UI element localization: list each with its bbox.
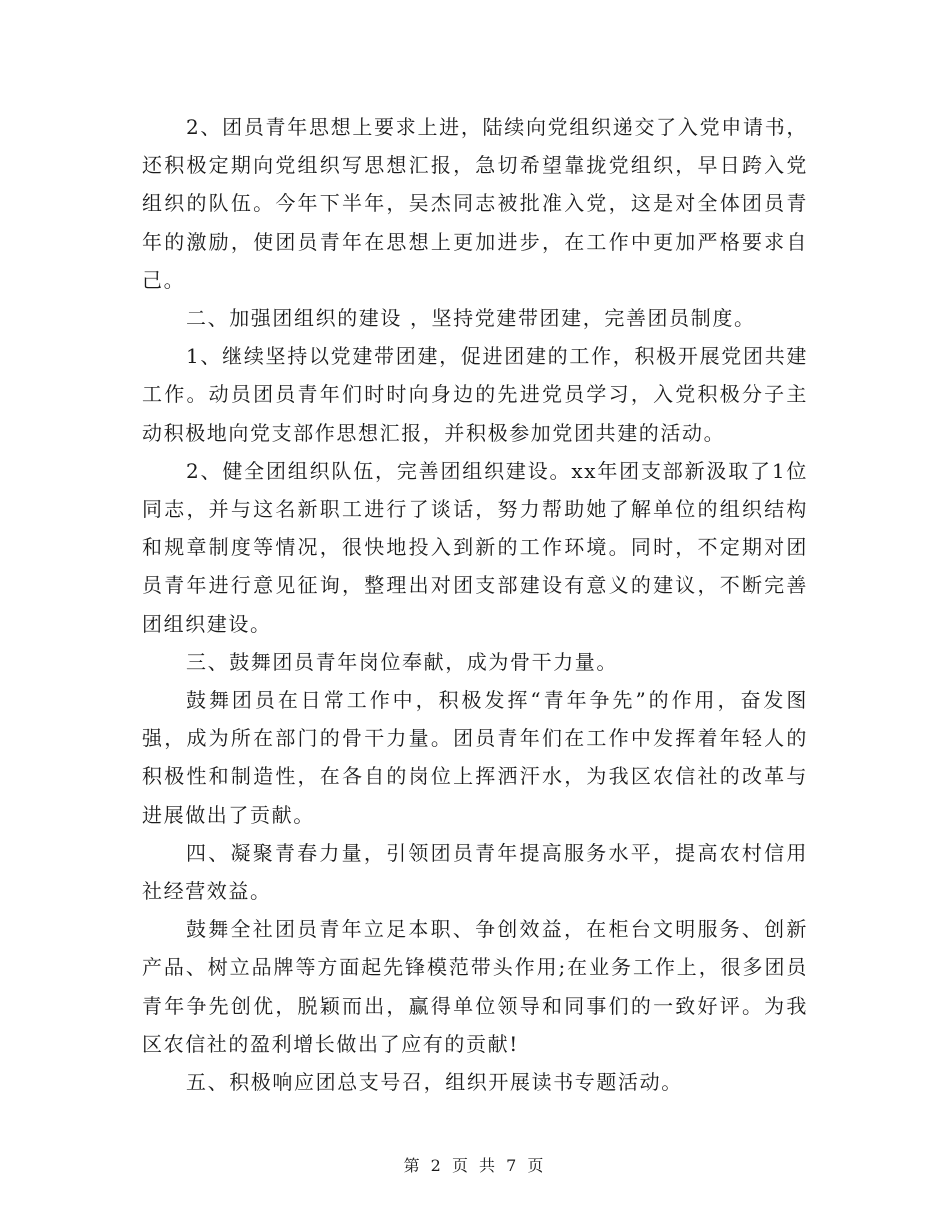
paragraph-8: 鼓舞全社团员青年立足本职、争创效益，在柜台文明服务、创新产品、树立品牌等方面起先锋模范带头作用;在业务工作上，很多团员青年争先创优，脱颖而出，赢得单位领导和同事们的一致好评。为我区农信社的盈利增长做出了应有的贡献!	[142, 917, 808, 1056]
section-heading-9: 五、积极响应团总支号召，组织开展读书专题活动。	[186, 1070, 683, 1095]
section-heading-7: 四、凝聚青春力量，引领团员青年提高服务水平，提高农村信用社经营效益。	[142, 840, 808, 904]
section-heading-2: 二、加强团组织的建设 ，坚持党建带团建，完善团员制度。	[186, 306, 756, 331]
paragraph-1: 2、团员青年思想上要求上进，陆续向党组织递交了入党申请书，还积极定期向党组织写思想汇报，急切希望靠拢党组织，早日跨入党组织的队伍。今年下半年，吴杰同志被批准入党，这是对全体团员青年的激励，使团员青年在思想上更加进步，在工作中更加严格要求自己。	[142, 115, 808, 292]
paragraph-4: 2、健全团组织队伍，完善团组织建设。xx年团支部新汲取了1位同志，并与这名新职工进行了谈话，努力帮助她了解单位的组织结构和规章制度等情况，很快地投入到新的工作环境。同时，不定期对团员青年进行意见征询，整理出对团支部建设有意义的建议，不断完善团组织建设。	[142, 458, 808, 636]
section-heading-5: 三、鼓舞团员青年岗位奉献，成为骨干力量。	[186, 649, 618, 674]
document-body	[142, 108, 808, 1101]
page-number-footer: 第 2 页 共 7 页	[403, 1156, 547, 1175]
paragraph-3: 1、继续坚持以党建带团建，促进团建的工作，积极开展党团共建工作。动员团员青年们时时向身边的先进党员学习，入党积极分子主动积极地向党支部作思想汇报，并积极参加党团共建的活动。	[142, 344, 808, 445]
paragraph-6: 鼓舞团员在日常工作中，积极发挥“青年争先”的作用，奋发图强，成为所在部门的骨干力量。团员青年们在工作中发挥着年轻人的积极性和制造性，在各自的岗位上挥洒汗水，为我区农信社的改革与进展做出了贡献。	[142, 688, 808, 827]
